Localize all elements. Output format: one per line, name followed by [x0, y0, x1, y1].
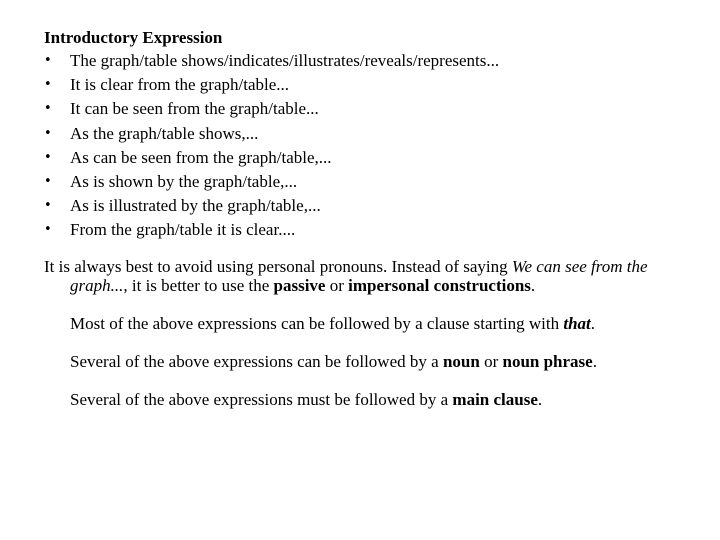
note-text: , it is better to use the [123, 275, 274, 295]
key-term-main-clause: main clause [452, 389, 538, 409]
list-item-text: The graph/table shows/indicates/illustrates/reveals/represents... [70, 51, 500, 70]
note-text: It is always best to avoid using personal pronouns. Instead of saying [44, 256, 512, 276]
expression-list [44, 49, 684, 243]
list-item [44, 97, 684, 121]
key-term-that: that [563, 313, 591, 333]
note-text: Several of the above expressions can be followed by a [70, 351, 443, 371]
list-item [44, 170, 684, 194]
bullet-icon: • [44, 198, 52, 214]
notes-block [44, 257, 684, 409]
example-phrase: We can see from the graph... [70, 256, 648, 295]
list-item [44, 49, 684, 73]
note-text: . [537, 389, 543, 409]
bullet-icon: • [44, 149, 52, 165]
note-text: or [479, 351, 503, 371]
list-item-text: It can be seen from the graph/table... [70, 99, 319, 119]
noun-phrase-note [44, 352, 684, 371]
list-item-text: As the graph/table shows,... [70, 123, 259, 143]
bullet-icon: • [44, 101, 52, 117]
bullet-icon: • [44, 125, 52, 141]
note-text: Several of the above expressions must be followed by a [70, 389, 453, 409]
note-text: . [590, 313, 596, 333]
bullet-icon: • [44, 174, 52, 190]
list-item [44, 218, 684, 242]
list-item [44, 122, 684, 146]
note-text: Most of the above expressions can be followed by a clause starting with [70, 313, 564, 333]
list-item-text: It is clear from the graph/table... [70, 75, 290, 95]
list-item [44, 194, 684, 218]
list-item-text: As is illustrated by the graph/table,... [70, 196, 321, 216]
list-item-text: As can be seen from the graph/table,... [70, 147, 332, 167]
list-item [44, 73, 684, 97]
that-clause-note [44, 314, 684, 333]
pronoun-note [44, 257, 684, 295]
slide-content [44, 27, 684, 409]
list-item-text: As is shown by the graph/table,... [70, 172, 298, 192]
note-text: or [325, 275, 349, 295]
bullet-icon: • [44, 222, 52, 238]
bullet-icon: • [44, 53, 52, 68]
bullet-icon: • [44, 77, 52, 93]
main-clause-note [44, 390, 684, 409]
key-term-impersonal: impersonal constructions [348, 275, 531, 295]
key-term-noun-phrase: noun phrase [502, 351, 593, 371]
section-heading: Introductory Expression [44, 28, 223, 47]
list-item [44, 146, 684, 170]
key-term-noun: noun [442, 351, 480, 371]
key-term-passive: passive [273, 275, 326, 295]
note-text: . [530, 275, 536, 295]
list-item-text: From the graph/table it is clear.... [70, 220, 296, 240]
note-text: . [592, 351, 597, 371]
